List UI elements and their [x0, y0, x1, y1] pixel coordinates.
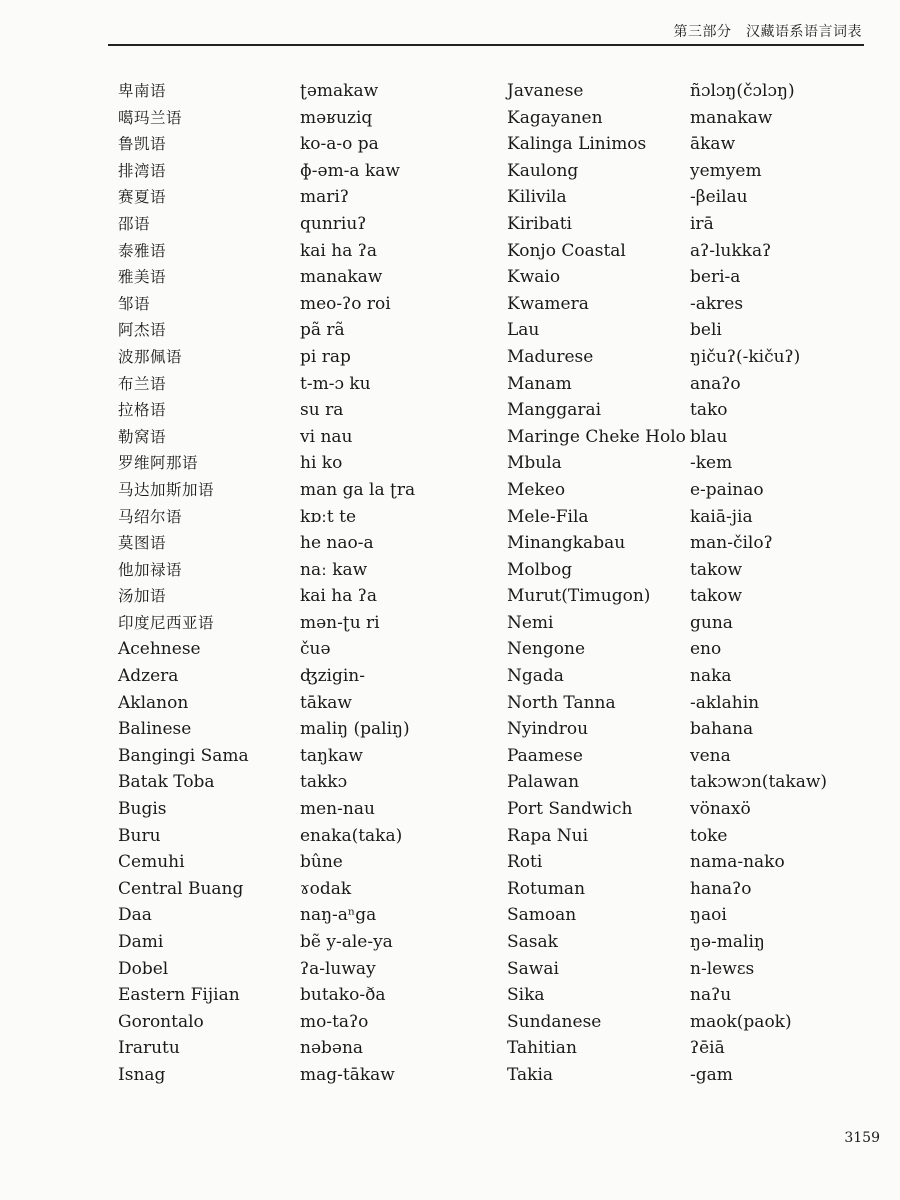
- word-form: -kem: [690, 453, 733, 474]
- language-name: 鲁凯语: [118, 135, 167, 154]
- language-name: Buru: [118, 825, 161, 846]
- word-form: t-m-ɔ ku: [300, 373, 371, 394]
- word-form: n-lewɛs: [690, 958, 755, 979]
- language-name: Nemi: [507, 612, 554, 633]
- right-word-column: [690, 78, 827, 1089]
- word-form: blau: [690, 426, 728, 447]
- language-name: Konjo Coastal: [507, 240, 626, 261]
- word-form: məʁuziq: [300, 107, 373, 128]
- language-name: Ngada: [507, 666, 564, 687]
- word-form: beri-a: [690, 267, 741, 288]
- language-name: 布兰语: [118, 374, 167, 393]
- word-form: ko-a-o pa: [300, 134, 379, 155]
- word-form: ɤodak: [300, 878, 352, 899]
- language-name: Madurese: [507, 346, 594, 367]
- word-form: naka: [690, 666, 732, 687]
- word-form: vena: [690, 745, 731, 766]
- word-form: mariʔ: [300, 187, 349, 208]
- language-name: Balinese: [118, 719, 192, 740]
- language-name: Rapa Nui: [507, 825, 589, 846]
- language-name: Dobel: [118, 958, 169, 979]
- word-form: naŋ-aⁿga: [300, 905, 377, 926]
- language-name: 波那佩语: [118, 347, 183, 366]
- language-name: Kagayanen: [507, 107, 603, 128]
- word-form: kai ha ʔa: [300, 240, 378, 261]
- language-name: Daa: [118, 905, 152, 926]
- word-form: meo-ʔo roi: [300, 293, 391, 314]
- language-name: Bugis: [118, 799, 167, 820]
- word-form: irā: [690, 213, 714, 234]
- language-name: Maringe Cheke Holo: [507, 426, 686, 447]
- right-language-column: [507, 78, 686, 1089]
- language-name: Kalinga Linimos: [507, 134, 647, 155]
- word-form: naː kaw: [300, 559, 368, 580]
- word-form: takkɔ: [300, 772, 348, 793]
- language-name: Roti: [507, 852, 543, 873]
- language-name: 邵语: [118, 214, 151, 233]
- word-form: bẽ y-ale-ya: [300, 932, 393, 952]
- word-form: man ga la ʈra: [300, 479, 416, 500]
- word-form: manakaw: [300, 267, 383, 288]
- word-form: ŋičuʔ(-kičuʔ): [690, 346, 801, 367]
- language-name: 噶玛兰语: [118, 108, 183, 127]
- word-form: -akres: [690, 293, 744, 314]
- language-name: Palawan: [507, 772, 580, 793]
- language-name: 勒窝语: [118, 427, 167, 446]
- language-name: Central Buang: [118, 878, 244, 899]
- word-form: nəbəna: [300, 1038, 364, 1059]
- word-form: qunriuʔ: [300, 213, 367, 234]
- language-name: Murut(Timugon): [507, 586, 651, 607]
- language-name: Tahitian: [507, 1038, 577, 1059]
- language-name: 罗维阿那语: [118, 454, 199, 473]
- word-form: pi rap: [300, 346, 351, 367]
- word-form: kɒːt te: [300, 506, 357, 527]
- word-form: mo-taʔo: [300, 1011, 369, 1032]
- language-name: Sika: [507, 985, 545, 1006]
- word-form: beli: [690, 320, 722, 341]
- language-name: Molbog: [507, 559, 573, 580]
- word-form: men-nau: [300, 799, 375, 820]
- language-name: Port Sandwich: [507, 799, 633, 820]
- language-name: Manam: [507, 373, 572, 394]
- word-form: ākaw: [690, 134, 736, 155]
- word-form: takow: [690, 586, 743, 607]
- language-name: Sasak: [507, 932, 558, 952]
- word-form: ŋə-maliŋ: [690, 932, 765, 952]
- word-form: anaʔo: [690, 373, 741, 394]
- word-form: čuə: [300, 639, 331, 660]
- word-form: hi ko: [300, 453, 343, 474]
- word-form: enaka(taka): [300, 825, 403, 846]
- language-name: Javanese: [507, 81, 584, 101]
- language-name: 马达加斯加语: [118, 480, 215, 499]
- language-name: Irarutu: [118, 1038, 180, 1059]
- language-name: Acehnese: [118, 639, 201, 660]
- word-form: ŋaoi: [690, 905, 727, 926]
- word-form: taŋkaw: [300, 745, 363, 766]
- language-name: Nyindrou: [507, 719, 589, 740]
- word-form: bûne: [300, 852, 343, 873]
- word-form: he nao-a: [300, 533, 374, 554]
- language-name: Kwaio: [507, 267, 561, 288]
- language-name: 邹语: [118, 294, 151, 313]
- language-name: 印度尼西亚语: [118, 613, 215, 632]
- word-form: pã rã: [300, 320, 345, 341]
- word-form: ʔa-luway: [300, 958, 376, 979]
- page-number: 3159: [844, 1130, 880, 1146]
- word-form: ɸ-əm-a kaw: [300, 160, 400, 181]
- language-name: Eastern Fijian: [118, 985, 240, 1006]
- language-name: 雅美语: [118, 268, 167, 287]
- language-name: Sawai: [507, 958, 559, 979]
- language-name: Kilivila: [507, 187, 567, 208]
- language-name: Lau: [507, 320, 540, 341]
- word-form: kai ha ʔa: [300, 586, 378, 607]
- language-name: 阿杰语: [118, 321, 167, 340]
- word-form: ʈəmakaw: [300, 81, 379, 101]
- language-name: Gorontalo: [118, 1011, 204, 1032]
- word-form: mag-tākaw: [300, 1064, 395, 1085]
- language-name: 汤加语: [118, 587, 167, 606]
- word-form: nama-nako: [690, 852, 785, 873]
- language-name: 马绍尔语: [118, 507, 183, 526]
- language-name: Mbula: [507, 453, 562, 474]
- word-form: takɔwɔn(takaw): [690, 772, 828, 793]
- word-form: -gam: [690, 1064, 733, 1085]
- word-form: toke: [690, 825, 728, 846]
- language-name: 拉格语: [118, 401, 167, 420]
- language-name: Samoan: [507, 905, 577, 926]
- running-header: 第三部分 汉藏语系语言词表: [673, 24, 862, 40]
- language-name: Nengone: [507, 639, 586, 660]
- word-form: bahana: [690, 719, 754, 740]
- word-form: guna: [690, 612, 733, 633]
- word-form: -aklahin: [690, 692, 760, 713]
- word-form: naʔu: [690, 985, 732, 1006]
- word-form: maliŋ (paliŋ): [300, 719, 410, 740]
- header-rule: [108, 44, 864, 46]
- language-name: Adzera: [118, 666, 179, 687]
- language-name: Sundanese: [507, 1011, 602, 1032]
- language-name: Takia: [507, 1064, 554, 1085]
- word-form: su ra: [300, 400, 344, 421]
- word-form: yemyem: [690, 160, 762, 181]
- left-word-column: [300, 78, 415, 1089]
- language-name: Aklanon: [118, 692, 189, 713]
- language-name: 莫图语: [118, 534, 167, 553]
- word-form: vönaxö: [690, 799, 751, 820]
- language-name: 泰雅语: [118, 241, 167, 260]
- language-name: 他加禄语: [118, 560, 183, 579]
- language-name: Kiribati: [507, 213, 572, 234]
- language-name: Dami: [118, 932, 164, 952]
- word-form: tākaw: [300, 692, 352, 713]
- word-form: mən-ʈu ri: [300, 612, 380, 633]
- word-form: tako: [690, 400, 728, 421]
- word-form: man-čiloʔ: [690, 533, 773, 554]
- language-name: Mele-Fila: [507, 506, 589, 527]
- word-form: ʔēiā: [690, 1038, 725, 1059]
- language-name: Kaulong: [507, 160, 579, 181]
- language-name: Bangingi Sama: [118, 745, 249, 766]
- language-name: Isnag: [118, 1064, 166, 1085]
- word-form: e-painao: [690, 479, 764, 500]
- word-form: manakaw: [690, 107, 773, 128]
- language-name: North Tanna: [507, 692, 616, 713]
- language-name: Rotuman: [507, 878, 586, 899]
- word-form: takow: [690, 559, 743, 580]
- language-name: Kwamera: [507, 293, 589, 314]
- word-form: eno: [690, 639, 722, 660]
- word-form: -βeilau: [690, 187, 748, 208]
- language-name: Manggarai: [507, 400, 602, 421]
- language-name: Minangkabau: [507, 533, 626, 554]
- language-name: 卑南语: [118, 82, 167, 100]
- word-form: kaiā-jia: [690, 506, 753, 527]
- language-name: Mekeo: [507, 479, 566, 500]
- word-form: aʔ-lukkaʔ: [690, 240, 772, 261]
- language-name: Paamese: [507, 745, 583, 766]
- word-form: maok(paok): [690, 1011, 792, 1032]
- word-form: ʤzigin-: [300, 666, 365, 687]
- left-language-column: [118, 78, 249, 1089]
- word-form: ñɔlɔŋ(čɔlɔŋ): [690, 81, 795, 101]
- word-form: butako-ða: [300, 985, 386, 1006]
- language-name: 赛夏语: [118, 188, 167, 207]
- word-form: vi nau: [300, 426, 353, 447]
- language-name: Cemuhi: [118, 852, 185, 873]
- word-form: hanaʔo: [690, 878, 752, 899]
- language-name: 排湾语: [118, 161, 167, 180]
- language-name: Batak Toba: [118, 772, 215, 793]
